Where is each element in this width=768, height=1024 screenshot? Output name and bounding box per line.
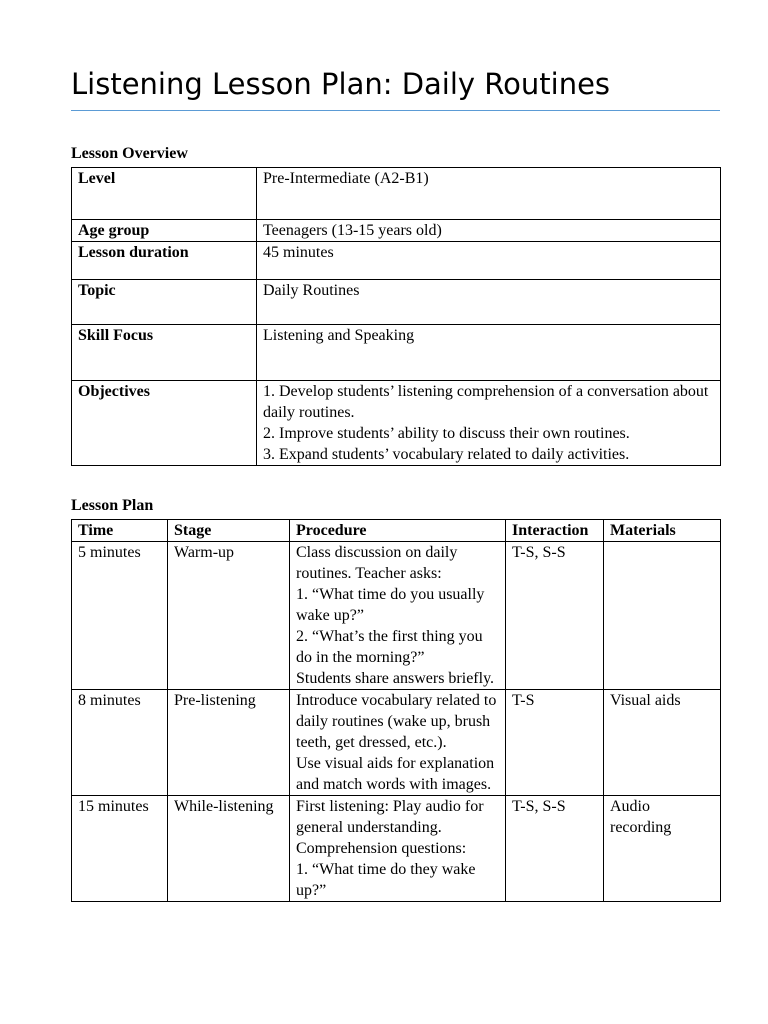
- time-cell: 5 minutes: [72, 542, 168, 690]
- materials-cell: Audio recording: [604, 796, 721, 902]
- materials-cell: [604, 542, 721, 690]
- column-header-materials: Materials: [604, 520, 721, 542]
- materials-cell: Visual aids: [604, 690, 721, 796]
- overview-label: Lesson duration: [72, 242, 257, 280]
- procedure-line: 1. “What time do they wake up?”: [296, 861, 476, 899]
- lesson-overview-heading: Lesson Overview: [71, 145, 188, 162]
- overview-value: 45 minutes: [257, 242, 721, 280]
- objectives-list: [257, 381, 721, 466]
- objective-item: 1. Develop students’ listening comprehension of a conversation about daily routines.: [263, 383, 709, 421]
- column-header-interaction: Interaction: [506, 520, 604, 542]
- overview-label: Age group: [72, 220, 257, 242]
- procedure-cell: [290, 542, 506, 690]
- plan-row-while-listening: [72, 796, 721, 902]
- overview-label: Skill Focus: [72, 325, 257, 381]
- overview-row-topic: [72, 280, 721, 325]
- interaction-cell: T-S: [506, 690, 604, 796]
- document-title: Listening Lesson Plan: Daily Routines: [71, 67, 611, 101]
- procedure-line: Introduce vocabulary related to daily routines (wake up, brush teeth, get dressed, etc.).: [296, 692, 497, 751]
- stage-cell: Pre-listening: [168, 690, 290, 796]
- procedure-cell: [290, 690, 506, 796]
- title-underline: [71, 110, 720, 111]
- time-cell: 8 minutes: [72, 690, 168, 796]
- lesson-overview-table: [71, 167, 721, 466]
- overview-row-objectives: [72, 381, 721, 466]
- procedure-line: 2. “What’s the first thing you do in the morning?”: [296, 628, 483, 666]
- stage-cell: Warm-up: [168, 542, 290, 690]
- overview-label: Level: [72, 168, 257, 220]
- objective-item: 2. Improve students’ ability to discuss their own routines.: [263, 425, 630, 442]
- overview-row-level: [72, 168, 721, 220]
- procedure-cell: [290, 796, 506, 902]
- plan-row-warm-up: [72, 542, 721, 690]
- procedure-line: Use visual aids for explanation and match words with images.: [296, 755, 495, 793]
- interaction-cell: T-S, S-S: [506, 542, 604, 690]
- procedure-line: 1. “What time do you usually wake up?”: [296, 586, 485, 624]
- overview-row-lesson-duration: [72, 242, 721, 280]
- overview-value: Teenagers (13-15 years old): [257, 220, 721, 242]
- interaction-cell: T-S, S-S: [506, 796, 604, 902]
- lesson-plan-table: [71, 519, 721, 902]
- column-header-stage: Stage: [168, 520, 290, 542]
- stage-cell: While-listening: [168, 796, 290, 902]
- overview-label: Topic: [72, 280, 257, 325]
- procedure-line: Comprehension questions:: [296, 840, 467, 857]
- lesson-plan-heading: Lesson Plan: [71, 497, 154, 514]
- overview-value: Listening and Speaking: [257, 325, 721, 381]
- time-cell: 15 minutes: [72, 796, 168, 902]
- plan-header-row: [72, 520, 721, 542]
- column-header-procedure: Procedure: [290, 520, 506, 542]
- overview-value: Daily Routines: [257, 280, 721, 325]
- overview-label: Objectives: [72, 381, 257, 466]
- overview-row-skill-focus: [72, 325, 721, 381]
- procedure-line: First listening: Play audio for general understanding.: [296, 798, 484, 836]
- objective-item: 3. Expand students’ vocabulary related to daily activities.: [263, 446, 630, 463]
- procedure-line: Class discussion on daily routines. Teacher asks:: [296, 544, 458, 582]
- overview-row-age-group: [72, 220, 721, 242]
- column-header-time: Time: [72, 520, 168, 542]
- procedure-line: Students share answers briefly.: [296, 670, 495, 687]
- overview-value: Pre-Intermediate (A2-B1): [257, 168, 721, 220]
- plan-row-pre-listening: [72, 690, 721, 796]
